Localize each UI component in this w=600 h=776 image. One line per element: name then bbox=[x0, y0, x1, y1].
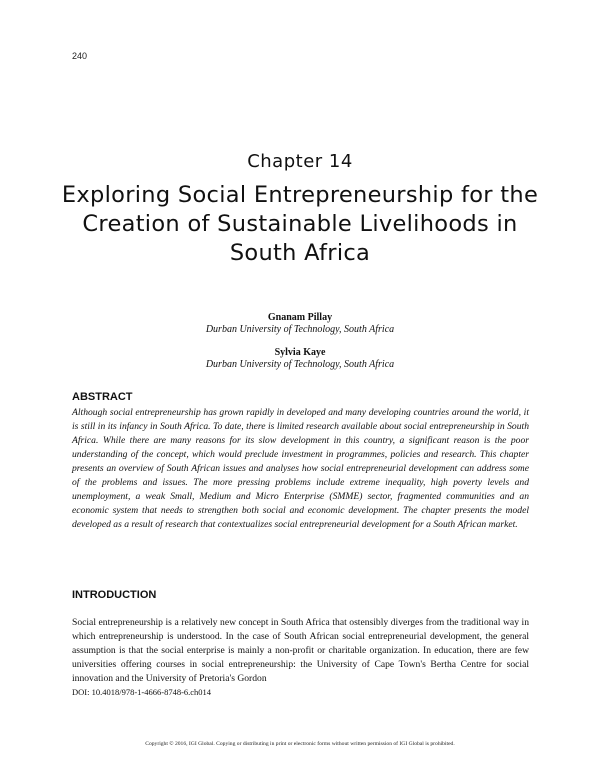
chapter-label: Chapter 14 bbox=[247, 151, 353, 172]
introduction-heading: INTRODUCTION bbox=[72, 589, 157, 601]
author-affiliation: Durban University of Technology, South Africa bbox=[205, 359, 395, 370]
abstract-text: Although social entrepreneurship has grown rapidly in developed and many developing countries around the world, it is still in its infancy in South Africa. To date, there is limited research available about social entrepreneurship in South Africa. While there are many reasons for its slow development in this country, a significant reason is the poor understanding of the concept, which would preclude investment in programmes, policies and research. This chapter presents an overview of South African issues and analyses how social entrepreneurial development can address some of the problems and issues. The more pressing problems include extreme inequality, high poverty levels and unemployment, a weak Small, Medium and Micro Enterprise (SMME) sector, fragmented communities and an economic system that needs to strengthen both social and economic development. The chapter presents the model developed as a result of research that contextualizes social entrepreneurial development for a South African market. bbox=[72, 407, 529, 530]
author-name: Gnanam Pillay bbox=[267, 312, 333, 323]
doi: DOI: 10.4018/978-1-4666-8748-6.ch014 bbox=[72, 687, 212, 697]
page-number: 240 bbox=[72, 51, 88, 61]
author-name: Sylvia Kaye bbox=[274, 347, 326, 358]
copyright-notice: Copyright © 2016, IGI Global. Copying or distributing in print or electronic forms without written permission of IGI Global is prohibited. bbox=[145, 741, 455, 747]
introduction-text: Social entrepreneurship is a relatively new concept in South Africa that ostensibly diverges from the traditional way in which entrepreneurship is understood. In the case of South African social entrepreneurial development, the general assumption is that the social enterprise is mainly a non-profit or charitable organization. In education, there are few universities offering courses in social entrepreneurship: the University of Cape Town's Bertha Centre for social innovation and the University of Pretoria's Gordon bbox=[72, 617, 529, 684]
abstract-heading: ABSTRACT bbox=[72, 391, 133, 403]
author-affiliation: Durban University of Technology, South Africa bbox=[205, 324, 395, 335]
chapter-title: Exploring Social Entrepreneurship for the Creation of Sustainable Livelihoods in South Africa bbox=[61, 182, 539, 266]
